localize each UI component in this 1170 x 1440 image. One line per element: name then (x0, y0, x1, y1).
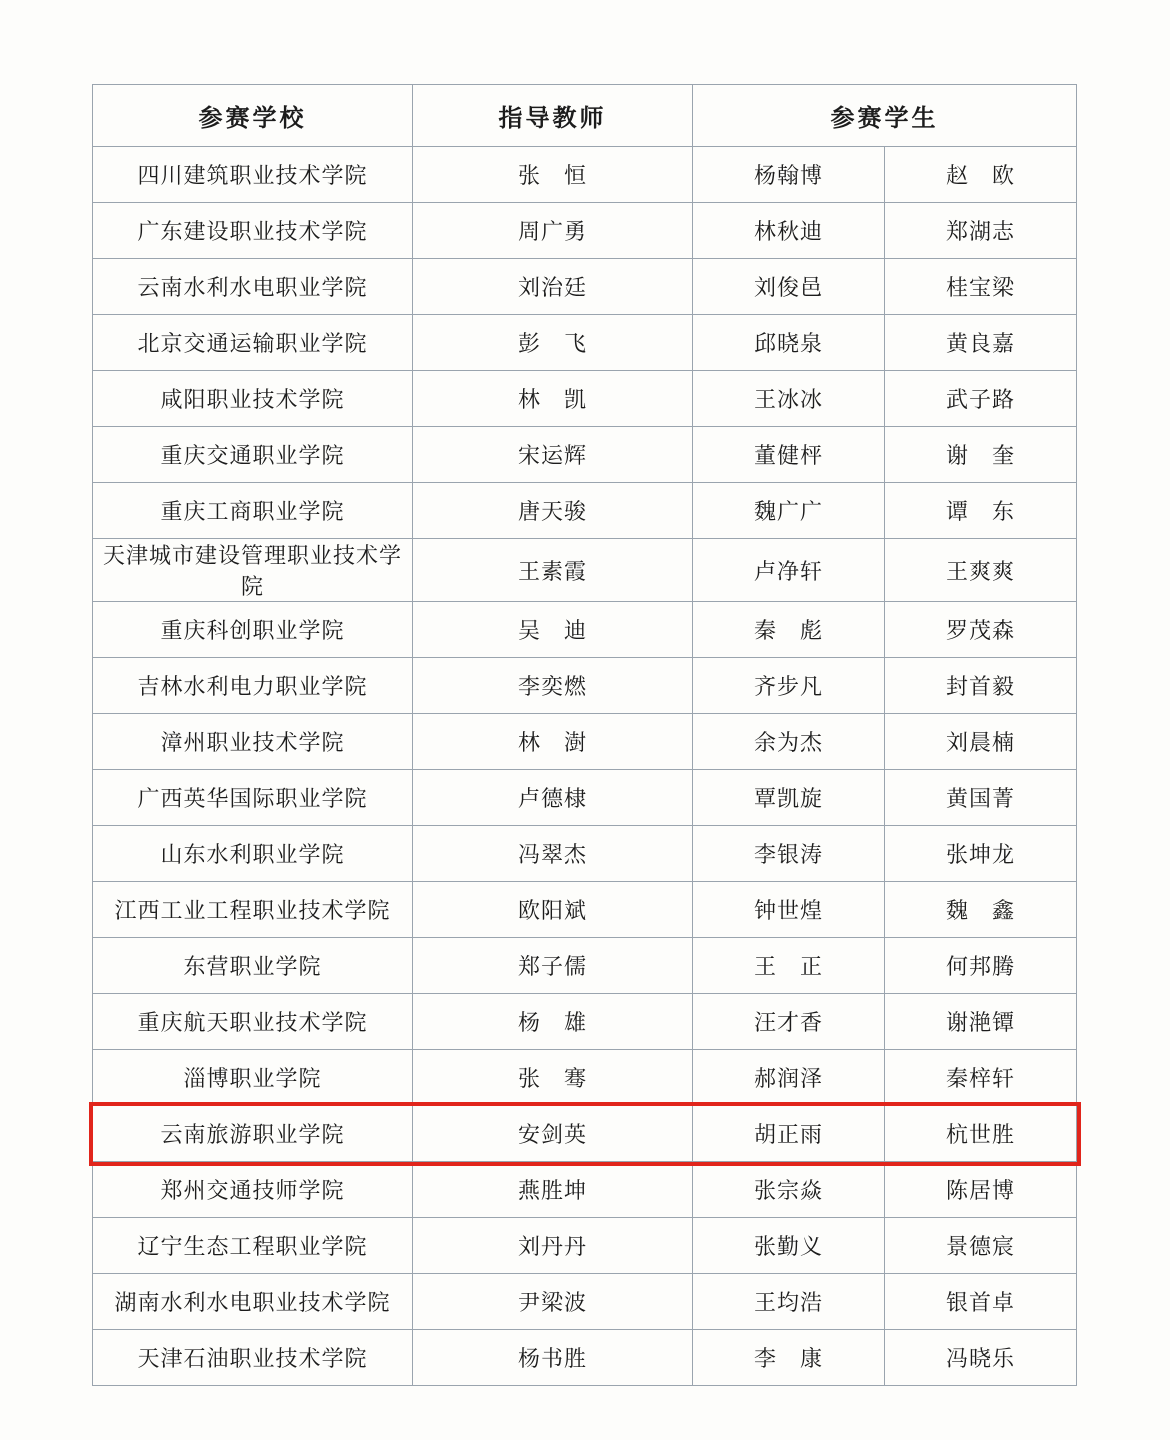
cell-teacher: 李奕燃 (413, 658, 693, 714)
cell-school: 广西英华国际职业学院 (93, 770, 413, 826)
cell-teacher: 燕胜坤 (413, 1162, 693, 1218)
cell-teacher: 杨 雄 (413, 994, 693, 1050)
cell-school: 咸阳职业技术学院 (93, 371, 413, 427)
table-row (93, 1106, 1077, 1162)
cell-student-1: 齐步凡 (693, 658, 885, 714)
cell-student-1: 董健枰 (693, 427, 885, 483)
cell-teacher: 尹梁波 (413, 1274, 693, 1330)
column-header-teacher: 指导教师 (413, 85, 693, 147)
cell-student-2: 谭 东 (885, 483, 1077, 539)
table-row (93, 826, 1077, 882)
cell-student-2: 银首卓 (885, 1274, 1077, 1330)
cell-teacher: 安剑英 (413, 1106, 693, 1162)
cell-student-1: 林秋迪 (693, 203, 885, 259)
table-body (93, 147, 1077, 1386)
results-table-container (92, 84, 1076, 1386)
cell-student-2: 郑湖志 (885, 203, 1077, 259)
table-row (93, 1162, 1077, 1218)
cell-school: 湖南水利水电职业技术学院 (93, 1274, 413, 1330)
table-row (93, 259, 1077, 315)
cell-student-2: 秦梓轩 (885, 1050, 1077, 1106)
cell-student-1: 李 康 (693, 1330, 885, 1386)
table-row (93, 1274, 1077, 1330)
table-row (93, 147, 1077, 203)
cell-teacher: 刘治廷 (413, 259, 693, 315)
table-row (93, 539, 1077, 602)
cell-teacher: 周广勇 (413, 203, 693, 259)
column-header-school: 参赛学校 (93, 85, 413, 147)
cell-school: 重庆科创职业学院 (93, 602, 413, 658)
cell-teacher: 张 恒 (413, 147, 693, 203)
cell-school: 北京交通运输职业学院 (93, 315, 413, 371)
cell-student-2: 黄国菁 (885, 770, 1077, 826)
cell-teacher: 张 骞 (413, 1050, 693, 1106)
table-row (93, 714, 1077, 770)
cell-student-2: 黄良嘉 (885, 315, 1077, 371)
cell-student-2: 罗茂森 (885, 602, 1077, 658)
cell-school: 云南旅游职业学院 (93, 1106, 413, 1162)
cell-teacher: 吴 迪 (413, 602, 693, 658)
table-row (93, 427, 1077, 483)
cell-student-2: 谢 奎 (885, 427, 1077, 483)
cell-student-2: 张坤龙 (885, 826, 1077, 882)
cell-school: 辽宁生态工程职业学院 (93, 1218, 413, 1274)
cell-school: 天津石油职业技术学院 (93, 1330, 413, 1386)
cell-student-1: 秦 彪 (693, 602, 885, 658)
cell-teacher: 唐天骏 (413, 483, 693, 539)
cell-student-2: 魏 鑫 (885, 882, 1077, 938)
table-row (93, 994, 1077, 1050)
table-row (93, 602, 1077, 658)
table-row (93, 1218, 1077, 1274)
cell-school: 云南水利水电职业学院 (93, 259, 413, 315)
cell-student-1: 邱晓泉 (693, 315, 885, 371)
competition-results-table (92, 84, 1077, 1386)
cell-school: 广东建设职业技术学院 (93, 203, 413, 259)
cell-student-1: 卢净轩 (693, 539, 885, 602)
table-row (93, 658, 1077, 714)
cell-teacher: 冯翠杰 (413, 826, 693, 882)
cell-school: 山东水利职业学院 (93, 826, 413, 882)
cell-student-2: 武子路 (885, 371, 1077, 427)
table-header (93, 85, 1077, 147)
cell-school: 淄博职业学院 (93, 1050, 413, 1106)
cell-school: 四川建筑职业技术学院 (93, 147, 413, 203)
table-row (93, 315, 1077, 371)
cell-student-2: 谢滟镡 (885, 994, 1077, 1050)
cell-teacher: 杨书胜 (413, 1330, 693, 1386)
table-header-row (93, 85, 1077, 147)
cell-student-2: 赵 欧 (885, 147, 1077, 203)
cell-student-2: 王爽爽 (885, 539, 1077, 602)
cell-student-1: 王均浩 (693, 1274, 885, 1330)
table-row (93, 483, 1077, 539)
cell-teacher: 卢德棣 (413, 770, 693, 826)
cell-student-1: 张宗焱 (693, 1162, 885, 1218)
cell-teacher: 欧阳斌 (413, 882, 693, 938)
column-header-students: 参赛学生 (693, 85, 1077, 147)
cell-teacher: 林 凯 (413, 371, 693, 427)
cell-teacher: 彭 飞 (413, 315, 693, 371)
table-row (93, 938, 1077, 994)
cell-student-2: 何邦腾 (885, 938, 1077, 994)
cell-school: 天津城市建设管理职业技术学院 (93, 539, 413, 602)
cell-student-2: 杭世胜 (885, 1106, 1077, 1162)
cell-teacher: 刘丹丹 (413, 1218, 693, 1274)
cell-teacher: 宋运辉 (413, 427, 693, 483)
cell-student-2: 封首毅 (885, 658, 1077, 714)
cell-student-1: 杨翰博 (693, 147, 885, 203)
cell-student-2: 陈居博 (885, 1162, 1077, 1218)
cell-student-1: 张勤义 (693, 1218, 885, 1274)
cell-student-1: 覃凯旋 (693, 770, 885, 826)
cell-school: 吉林水利电力职业学院 (93, 658, 413, 714)
cell-student-1: 胡正雨 (693, 1106, 885, 1162)
cell-student-1: 王 正 (693, 938, 885, 994)
cell-teacher: 林 澍 (413, 714, 693, 770)
cell-school: 江西工业工程职业技术学院 (93, 882, 413, 938)
cell-student-2: 景德宸 (885, 1218, 1077, 1274)
cell-student-1: 刘俊邑 (693, 259, 885, 315)
cell-school: 重庆工商职业学院 (93, 483, 413, 539)
cell-student-1: 郝润泽 (693, 1050, 885, 1106)
cell-school: 郑州交通技师学院 (93, 1162, 413, 1218)
cell-student-1: 钟世煌 (693, 882, 885, 938)
table-row (93, 770, 1077, 826)
table-row (93, 1330, 1077, 1386)
cell-student-1: 余为杰 (693, 714, 885, 770)
cell-student-1: 魏广广 (693, 483, 885, 539)
cell-student-2: 刘晨楠 (885, 714, 1077, 770)
cell-school: 重庆交通职业学院 (93, 427, 413, 483)
cell-student-2: 冯晓乐 (885, 1330, 1077, 1386)
table-row (93, 1050, 1077, 1106)
cell-teacher: 王素霞 (413, 539, 693, 602)
cell-student-2: 桂宝梁 (885, 259, 1077, 315)
table-row (93, 203, 1077, 259)
cell-school: 漳州职业技术学院 (93, 714, 413, 770)
cell-student-1: 王冰冰 (693, 371, 885, 427)
cell-school: 重庆航天职业技术学院 (93, 994, 413, 1050)
cell-student-1: 汪才香 (693, 994, 885, 1050)
cell-school: 东营职业学院 (93, 938, 413, 994)
table-row (93, 371, 1077, 427)
table-row (93, 882, 1077, 938)
cell-teacher: 郑子儒 (413, 938, 693, 994)
cell-student-1: 李银涛 (693, 826, 885, 882)
